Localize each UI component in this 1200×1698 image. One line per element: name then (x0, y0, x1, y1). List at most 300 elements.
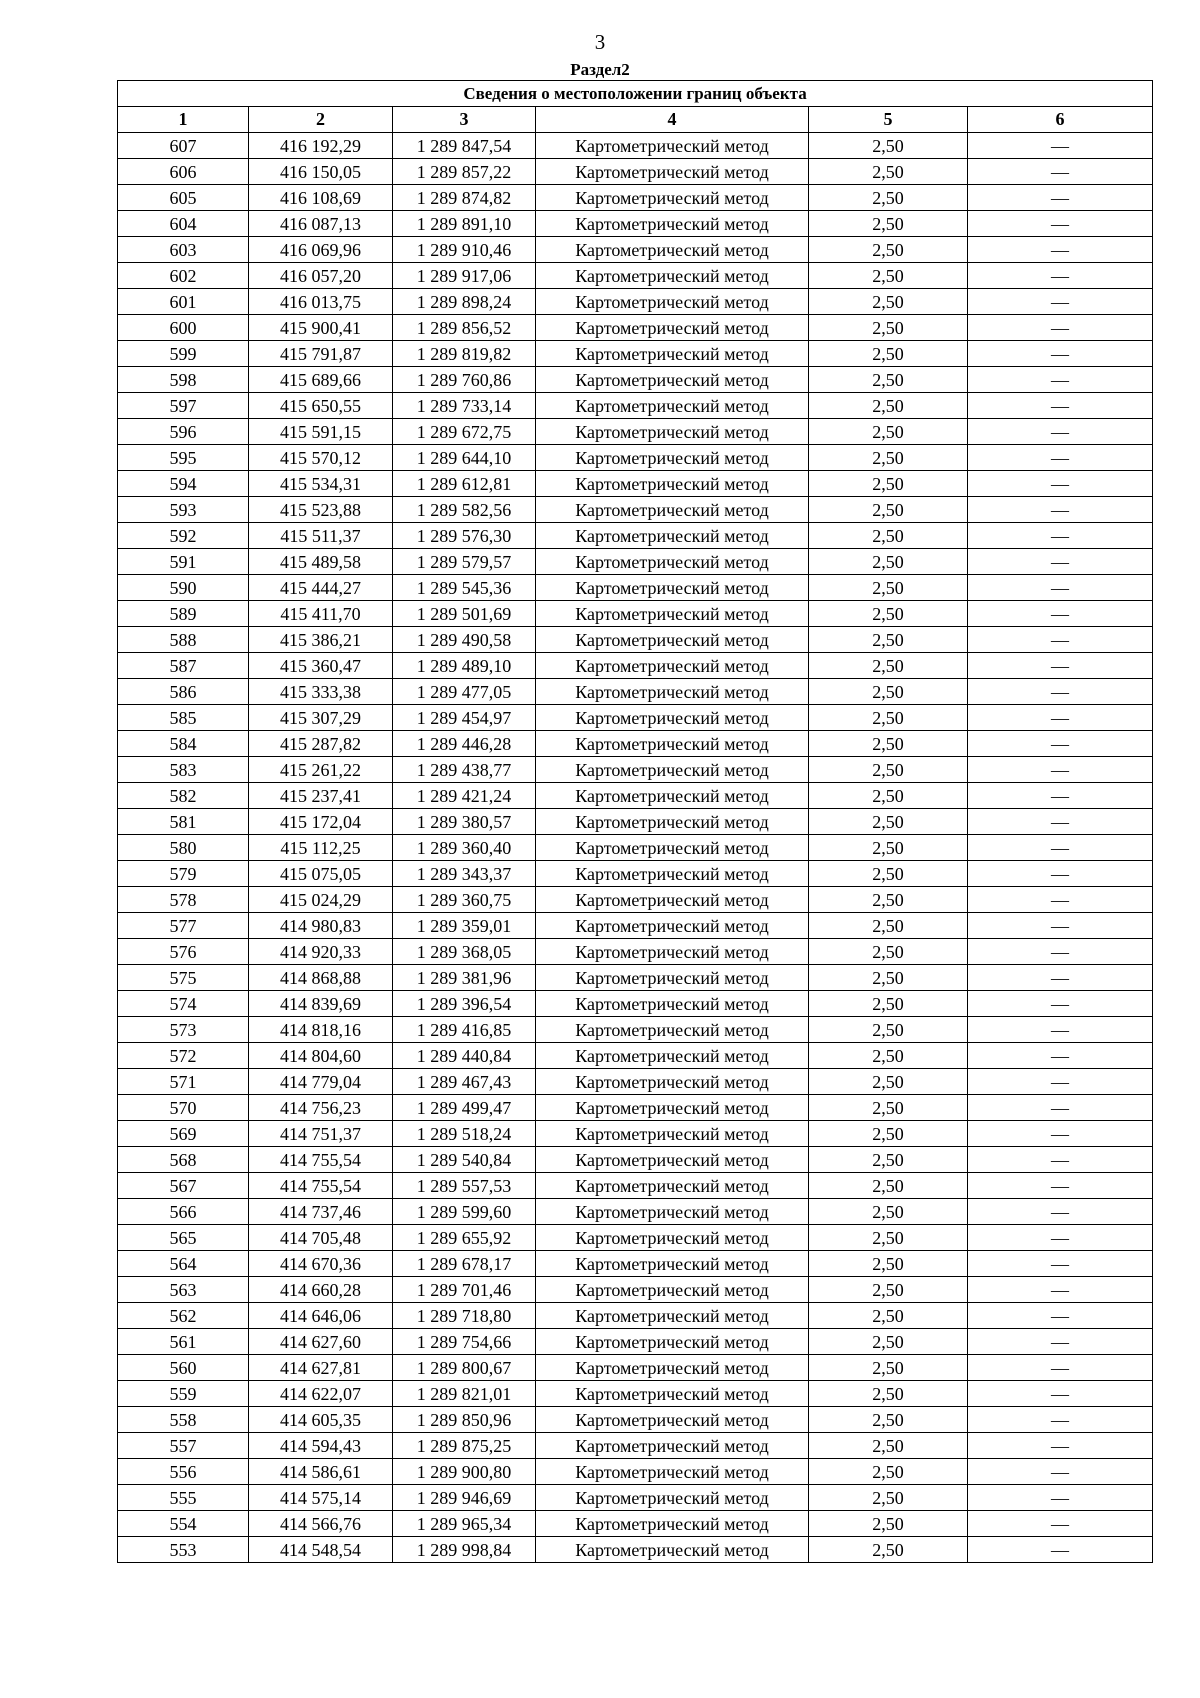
x-coordinate-cell: 415 489,58 (249, 549, 393, 575)
method-cell: Картометрический метод (536, 1303, 809, 1329)
method-cell: Картометрический метод (536, 913, 809, 939)
boundary-coordinates-table (117, 80, 1153, 1563)
method-cell: Картометрический метод (536, 419, 809, 445)
table-caption-row (118, 81, 1153, 107)
x-coordinate-cell: 415 591,15 (249, 419, 393, 445)
point-number-cell: 599 (118, 341, 249, 367)
method-cell: Картометрический метод (536, 835, 809, 861)
x-coordinate-cell: 415 791,87 (249, 341, 393, 367)
table-row (118, 653, 1153, 679)
x-coordinate-cell: 415 900,41 (249, 315, 393, 341)
method-cell: Картометрический метод (536, 1407, 809, 1433)
y-coordinate-cell: 1 289 416,85 (393, 1017, 536, 1043)
x-coordinate-cell: 414 755,54 (249, 1147, 393, 1173)
accuracy-cell: 2,50 (809, 809, 968, 835)
x-coordinate-cell: 416 108,69 (249, 185, 393, 211)
x-coordinate-cell: 414 868,88 (249, 965, 393, 991)
y-coordinate-cell: 1 289 856,52 (393, 315, 536, 341)
method-cell: Картометрический метод (536, 1043, 809, 1069)
description-cell: — (968, 1433, 1153, 1459)
accuracy-cell: 2,50 (809, 1147, 968, 1173)
y-coordinate-cell: 1 289 900,80 (393, 1459, 536, 1485)
description-cell: — (968, 159, 1153, 185)
description-cell: — (968, 1017, 1153, 1043)
y-coordinate-cell: 1 289 847,54 (393, 133, 536, 159)
point-number-cell: 605 (118, 185, 249, 211)
point-number-cell: 575 (118, 965, 249, 991)
x-coordinate-cell: 416 192,29 (249, 133, 393, 159)
x-coordinate-cell: 414 622,07 (249, 1381, 393, 1407)
accuracy-cell: 2,50 (809, 653, 968, 679)
point-number-cell: 581 (118, 809, 249, 835)
y-coordinate-cell: 1 289 540,84 (393, 1147, 536, 1173)
y-coordinate-cell: 1 289 360,40 (393, 835, 536, 861)
y-coordinate-cell: 1 289 998,84 (393, 1537, 536, 1563)
accuracy-cell: 2,50 (809, 263, 968, 289)
x-coordinate-cell: 415 411,70 (249, 601, 393, 627)
table-row (118, 185, 1153, 211)
x-coordinate-cell: 414 575,14 (249, 1485, 393, 1511)
point-number-cell: 559 (118, 1381, 249, 1407)
table-row (118, 341, 1153, 367)
y-coordinate-cell: 1 289 467,43 (393, 1069, 536, 1095)
accuracy-cell: 2,50 (809, 1069, 968, 1095)
description-cell: — (968, 1303, 1153, 1329)
y-coordinate-cell: 1 289 850,96 (393, 1407, 536, 1433)
x-coordinate-cell: 414 627,60 (249, 1329, 393, 1355)
method-cell: Картометрический метод (536, 1459, 809, 1485)
table-row (118, 1277, 1153, 1303)
x-coordinate-cell: 414 818,16 (249, 1017, 393, 1043)
table-caption: Сведения о местоположении границ объекта (118, 81, 1153, 107)
table-row (118, 1329, 1153, 1355)
x-coordinate-cell: 415 689,66 (249, 367, 393, 393)
table-row (118, 393, 1153, 419)
y-coordinate-cell: 1 289 800,67 (393, 1355, 536, 1381)
point-number-cell: 583 (118, 757, 249, 783)
table-row (118, 419, 1153, 445)
method-cell: Картометрический метод (536, 237, 809, 263)
method-cell: Картометрический метод (536, 887, 809, 913)
column-header: 1 (118, 107, 249, 133)
accuracy-cell: 2,50 (809, 991, 968, 1017)
point-number-cell: 571 (118, 1069, 249, 1095)
description-cell: — (968, 289, 1153, 315)
method-cell: Картометрический метод (536, 965, 809, 991)
description-cell: — (968, 185, 1153, 211)
description-cell: — (968, 887, 1153, 913)
description-cell: — (968, 1069, 1153, 1095)
method-cell: Картометрический метод (536, 1511, 809, 1537)
point-number-cell: 607 (118, 133, 249, 159)
section-title: Раздел2 (570, 60, 630, 79)
method-cell: Картометрический метод (536, 523, 809, 549)
x-coordinate-cell: 414 779,04 (249, 1069, 393, 1095)
accuracy-cell: 2,50 (809, 1511, 968, 1537)
table-body (118, 133, 1153, 1563)
description-cell: — (968, 913, 1153, 939)
point-number-cell: 574 (118, 991, 249, 1017)
x-coordinate-cell: 416 069,96 (249, 237, 393, 263)
method-cell: Картометрический метод (536, 653, 809, 679)
description-cell: — (968, 1121, 1153, 1147)
accuracy-cell: 2,50 (809, 1381, 968, 1407)
method-cell: Картометрический метод (536, 1095, 809, 1121)
y-coordinate-cell: 1 289 499,47 (393, 1095, 536, 1121)
x-coordinate-cell: 415 386,21 (249, 627, 393, 653)
column-header-row (118, 107, 1153, 133)
description-cell: — (968, 627, 1153, 653)
point-number-cell: 556 (118, 1459, 249, 1485)
accuracy-cell: 2,50 (809, 575, 968, 601)
point-number-cell: 573 (118, 1017, 249, 1043)
description-cell: — (968, 809, 1153, 835)
description-cell: — (968, 731, 1153, 757)
accuracy-cell: 2,50 (809, 419, 968, 445)
y-coordinate-cell: 1 289 760,86 (393, 367, 536, 393)
table-row (118, 367, 1153, 393)
y-coordinate-cell: 1 289 819,82 (393, 341, 536, 367)
x-coordinate-cell: 414 594,43 (249, 1433, 393, 1459)
point-number-cell: 604 (118, 211, 249, 237)
x-coordinate-cell: 415 024,29 (249, 887, 393, 913)
point-number-cell: 585 (118, 705, 249, 731)
column-header: 5 (809, 107, 968, 133)
accuracy-cell: 2,50 (809, 731, 968, 757)
x-coordinate-cell: 414 737,46 (249, 1199, 393, 1225)
point-number-cell: 587 (118, 653, 249, 679)
point-number-cell: 578 (118, 887, 249, 913)
point-number-cell: 603 (118, 237, 249, 263)
y-coordinate-cell: 1 289 381,96 (393, 965, 536, 991)
description-cell: — (968, 861, 1153, 887)
accuracy-cell: 2,50 (809, 1303, 968, 1329)
method-cell: Картометрический метод (536, 367, 809, 393)
point-number-cell: 562 (118, 1303, 249, 1329)
method-cell: Картометрический метод (536, 263, 809, 289)
point-number-cell: 569 (118, 1121, 249, 1147)
accuracy-cell: 2,50 (809, 1277, 968, 1303)
description-cell: — (968, 1277, 1153, 1303)
point-number-cell: 565 (118, 1225, 249, 1251)
accuracy-cell: 2,50 (809, 1199, 968, 1225)
description-cell: — (968, 1407, 1153, 1433)
table-row (118, 159, 1153, 185)
point-number-cell: 564 (118, 1251, 249, 1277)
y-coordinate-cell: 1 289 557,53 (393, 1173, 536, 1199)
point-number-cell: 558 (118, 1407, 249, 1433)
description-cell: — (968, 445, 1153, 471)
description-cell: — (968, 601, 1153, 627)
y-coordinate-cell: 1 289 359,01 (393, 913, 536, 939)
y-coordinate-cell: 1 289 701,46 (393, 1277, 536, 1303)
description-cell: — (968, 315, 1153, 341)
table-row (118, 1017, 1153, 1043)
y-coordinate-cell: 1 289 612,81 (393, 471, 536, 497)
x-coordinate-cell: 415 570,12 (249, 445, 393, 471)
y-coordinate-cell: 1 289 421,24 (393, 783, 536, 809)
method-cell: Картометрический метод (536, 1433, 809, 1459)
point-number-cell: 606 (118, 159, 249, 185)
description-cell: — (968, 939, 1153, 965)
point-number-cell: 554 (118, 1511, 249, 1537)
point-number-cell: 567 (118, 1173, 249, 1199)
y-coordinate-cell: 1 289 454,97 (393, 705, 536, 731)
accuracy-cell: 2,50 (809, 861, 968, 887)
description-cell: — (968, 1173, 1153, 1199)
y-coordinate-cell: 1 289 891,10 (393, 211, 536, 237)
accuracy-cell: 2,50 (809, 627, 968, 653)
y-coordinate-cell: 1 289 644,10 (393, 445, 536, 471)
method-cell: Картометрический метод (536, 185, 809, 211)
accuracy-cell: 2,50 (809, 783, 968, 809)
y-coordinate-cell: 1 289 910,46 (393, 237, 536, 263)
table-row (118, 1381, 1153, 1407)
table-row (118, 1121, 1153, 1147)
x-coordinate-cell: 416 013,75 (249, 289, 393, 315)
method-cell: Картометрический метод (536, 133, 809, 159)
method-cell: Картометрический метод (536, 1251, 809, 1277)
table-row (118, 237, 1153, 263)
description-cell: — (968, 497, 1153, 523)
table-row (118, 887, 1153, 913)
description-cell: — (968, 679, 1153, 705)
y-coordinate-cell: 1 289 718,80 (393, 1303, 536, 1329)
y-coordinate-cell: 1 289 489,10 (393, 653, 536, 679)
point-number-cell: 597 (118, 393, 249, 419)
point-number-cell: 593 (118, 497, 249, 523)
y-coordinate-cell: 1 289 874,82 (393, 185, 536, 211)
description-cell: — (968, 263, 1153, 289)
table-row (118, 1407, 1153, 1433)
method-cell: Картометрический метод (536, 939, 809, 965)
x-coordinate-cell: 414 705,48 (249, 1225, 393, 1251)
x-coordinate-cell: 416 087,13 (249, 211, 393, 237)
x-coordinate-cell: 416 150,05 (249, 159, 393, 185)
y-coordinate-cell: 1 289 576,30 (393, 523, 536, 549)
description-cell: — (968, 1147, 1153, 1173)
x-coordinate-cell: 414 670,36 (249, 1251, 393, 1277)
x-coordinate-cell: 414 839,69 (249, 991, 393, 1017)
point-number-cell: 555 (118, 1485, 249, 1511)
accuracy-cell: 2,50 (809, 1485, 968, 1511)
accuracy-cell: 2,50 (809, 601, 968, 627)
point-number-cell: 577 (118, 913, 249, 939)
y-coordinate-cell: 1 289 396,54 (393, 991, 536, 1017)
accuracy-cell: 2,50 (809, 1407, 968, 1433)
table-row (118, 1459, 1153, 1485)
accuracy-cell: 2,50 (809, 133, 968, 159)
table-row (118, 601, 1153, 627)
table-row (118, 939, 1153, 965)
x-coordinate-cell: 415 261,22 (249, 757, 393, 783)
table-row (118, 1043, 1153, 1069)
method-cell: Картометрический метод (536, 783, 809, 809)
description-cell: — (968, 211, 1153, 237)
y-coordinate-cell: 1 289 380,57 (393, 809, 536, 835)
y-coordinate-cell: 1 289 917,06 (393, 263, 536, 289)
point-number-cell: 584 (118, 731, 249, 757)
table-row (118, 627, 1153, 653)
description-cell: — (968, 1251, 1153, 1277)
method-cell: Картометрический метод (536, 445, 809, 471)
x-coordinate-cell: 415 333,38 (249, 679, 393, 705)
y-coordinate-cell: 1 289 368,05 (393, 939, 536, 965)
accuracy-cell: 2,50 (809, 1043, 968, 1069)
method-cell: Картометрический метод (536, 1537, 809, 1563)
accuracy-cell: 2,50 (809, 549, 968, 575)
method-cell: Картометрический метод (536, 705, 809, 731)
description-cell: — (968, 471, 1153, 497)
y-coordinate-cell: 1 289 477,05 (393, 679, 536, 705)
table-row (118, 1225, 1153, 1251)
method-cell: Картометрический метод (536, 1017, 809, 1043)
table-row (118, 263, 1153, 289)
description-cell: — (968, 705, 1153, 731)
x-coordinate-cell: 415 360,47 (249, 653, 393, 679)
method-cell: Картометрический метод (536, 601, 809, 627)
x-coordinate-cell: 414 980,83 (249, 913, 393, 939)
method-cell: Картометрический метод (536, 757, 809, 783)
table-row (118, 1537, 1153, 1563)
description-cell: — (968, 1485, 1153, 1511)
y-coordinate-cell: 1 289 754,66 (393, 1329, 536, 1355)
accuracy-cell: 2,50 (809, 1251, 968, 1277)
point-number-cell: 572 (118, 1043, 249, 1069)
method-cell: Картометрический метод (536, 627, 809, 653)
column-header: 4 (536, 107, 809, 133)
y-coordinate-cell: 1 289 821,01 (393, 1381, 536, 1407)
point-number-cell: 580 (118, 835, 249, 861)
description-cell: — (968, 575, 1153, 601)
table-row (118, 523, 1153, 549)
description-cell: — (968, 653, 1153, 679)
accuracy-cell: 2,50 (809, 939, 968, 965)
point-number-cell: 594 (118, 471, 249, 497)
accuracy-cell: 2,50 (809, 913, 968, 939)
accuracy-cell: 2,50 (809, 1173, 968, 1199)
x-coordinate-cell: 414 566,76 (249, 1511, 393, 1537)
table-row (118, 1355, 1153, 1381)
method-cell: Картометрический метод (536, 1121, 809, 1147)
point-number-cell: 553 (118, 1537, 249, 1563)
y-coordinate-cell: 1 289 655,92 (393, 1225, 536, 1251)
accuracy-cell: 2,50 (809, 185, 968, 211)
x-coordinate-cell: 415 172,04 (249, 809, 393, 835)
accuracy-cell: 2,50 (809, 705, 968, 731)
description-cell: — (968, 1199, 1153, 1225)
method-cell: Картометрический метод (536, 341, 809, 367)
y-coordinate-cell: 1 289 946,69 (393, 1485, 536, 1511)
point-number-cell: 570 (118, 1095, 249, 1121)
table-row (118, 1511, 1153, 1537)
x-coordinate-cell: 414 586,61 (249, 1459, 393, 1485)
point-number-cell: 566 (118, 1199, 249, 1225)
method-cell: Картометрический метод (536, 731, 809, 757)
accuracy-cell: 2,50 (809, 445, 968, 471)
method-cell: Картометрический метод (536, 549, 809, 575)
accuracy-cell: 2,50 (809, 1459, 968, 1485)
point-number-cell: 596 (118, 419, 249, 445)
method-cell: Картометрический метод (536, 289, 809, 315)
point-number-cell: 563 (118, 1277, 249, 1303)
point-number-cell: 582 (118, 783, 249, 809)
x-coordinate-cell: 415 112,25 (249, 835, 393, 861)
y-coordinate-cell: 1 289 857,22 (393, 159, 536, 185)
y-coordinate-cell: 1 289 501,69 (393, 601, 536, 627)
x-coordinate-cell: 414 755,54 (249, 1173, 393, 1199)
accuracy-cell: 2,50 (809, 1121, 968, 1147)
description-cell: — (968, 419, 1153, 445)
table-row (118, 289, 1153, 315)
y-coordinate-cell: 1 289 875,25 (393, 1433, 536, 1459)
table-row (118, 991, 1153, 1017)
y-coordinate-cell: 1 289 518,24 (393, 1121, 536, 1147)
accuracy-cell: 2,50 (809, 523, 968, 549)
table-row (118, 1303, 1153, 1329)
x-coordinate-cell: 414 605,35 (249, 1407, 393, 1433)
description-cell: — (968, 237, 1153, 263)
method-cell: Картометрический метод (536, 1355, 809, 1381)
y-coordinate-cell: 1 289 360,75 (393, 887, 536, 913)
point-number-cell: 576 (118, 939, 249, 965)
table-row (118, 1173, 1153, 1199)
y-coordinate-cell: 1 289 438,77 (393, 757, 536, 783)
x-coordinate-cell: 414 627,81 (249, 1355, 393, 1381)
method-cell: Картометрический метод (536, 861, 809, 887)
accuracy-cell: 2,50 (809, 237, 968, 263)
x-coordinate-cell: 415 650,55 (249, 393, 393, 419)
point-number-cell: 598 (118, 367, 249, 393)
x-coordinate-cell: 414 804,60 (249, 1043, 393, 1069)
method-cell: Картометрический метод (536, 575, 809, 601)
method-cell: Картометрический метод (536, 809, 809, 835)
x-coordinate-cell: 414 660,28 (249, 1277, 393, 1303)
description-cell: — (968, 991, 1153, 1017)
y-coordinate-cell: 1 289 490,58 (393, 627, 536, 653)
y-coordinate-cell: 1 289 579,57 (393, 549, 536, 575)
y-coordinate-cell: 1 289 898,24 (393, 289, 536, 315)
y-coordinate-cell: 1 289 545,36 (393, 575, 536, 601)
accuracy-cell: 2,50 (809, 1095, 968, 1121)
table-row (118, 549, 1153, 575)
method-cell: Картометрический метод (536, 159, 809, 185)
method-cell: Картометрический метод (536, 471, 809, 497)
y-coordinate-cell: 1 289 599,60 (393, 1199, 536, 1225)
point-number-cell: 600 (118, 315, 249, 341)
table-row (118, 1433, 1153, 1459)
table-row (118, 575, 1153, 601)
method-cell: Картометрический метод (536, 1069, 809, 1095)
table-row (118, 1147, 1153, 1173)
description-cell: — (968, 1329, 1153, 1355)
accuracy-cell: 2,50 (809, 471, 968, 497)
x-coordinate-cell: 414 548,54 (249, 1537, 393, 1563)
table-row (118, 1251, 1153, 1277)
table-row (118, 315, 1153, 341)
accuracy-cell: 2,50 (809, 965, 968, 991)
point-number-cell: 595 (118, 445, 249, 471)
table-row (118, 809, 1153, 835)
x-coordinate-cell: 415 237,41 (249, 783, 393, 809)
x-coordinate-cell: 415 511,37 (249, 523, 393, 549)
table-row (118, 757, 1153, 783)
page-number: 3 (594, 30, 606, 54)
accuracy-cell: 2,50 (809, 497, 968, 523)
x-coordinate-cell: 415 523,88 (249, 497, 393, 523)
column-header: 2 (249, 107, 393, 133)
accuracy-cell: 2,50 (809, 1537, 968, 1563)
